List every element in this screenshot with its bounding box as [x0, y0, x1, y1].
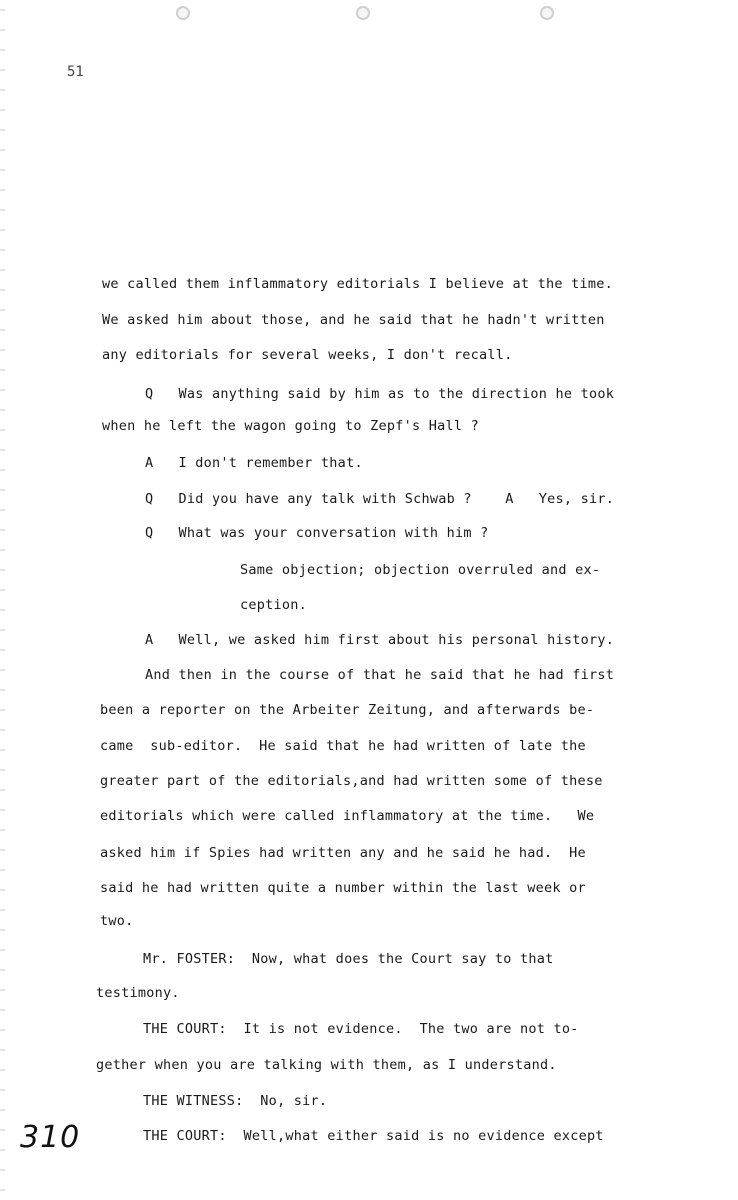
text-line: we called them inflammatory editorials I believe at the time. — [102, 276, 614, 292]
text-line: THE COURT: Well,what either said is no evidence except — [143, 1128, 604, 1144]
text-line: editorials which were called inflammatory at the time. We — [100, 808, 595, 824]
text-line: when he left the wagon going to Zepf's Hall ? — [102, 418, 479, 434]
text-line: A I don't remember that. — [145, 455, 363, 471]
text-line: testimony. — [96, 985, 180, 1001]
text-line: greater part of the editorials,and had written some of these — [100, 773, 603, 789]
text-line: asked him if Spies had written any and he said he had. He — [100, 845, 586, 861]
text-line: Same objection; objection overruled and ex- — [240, 562, 601, 578]
text-line: Q Did you have any talk with Schwab ? A Yes, sir. — [145, 491, 615, 507]
text-line: any editorials for several weeks, I don't recall. — [102, 347, 513, 363]
page-number: 51 — [67, 64, 84, 80]
text-line: We asked him about those, and he said that he hadn't written — [102, 312, 605, 328]
text-line: Q Was anything said by him as to the direction he took — [145, 386, 615, 402]
punch-hole-icon — [540, 6, 554, 20]
text-line: been a reporter on the Arbeiter Zeitung, and afterwards be- — [100, 702, 595, 718]
text-line: Q What was your conversation with him ? — [145, 525, 489, 541]
text-line: A Well, we asked him first about his personal history. — [145, 632, 615, 648]
text-line: gether when you are talking with them, as I understand. — [96, 1057, 557, 1073]
text-line: And then in the course of that he said that he had first — [145, 667, 615, 683]
punch-hole-icon — [176, 6, 190, 20]
text-line: THE COURT: It is not evidence. The two are not to- — [143, 1021, 579, 1037]
text-line: ception. — [240, 597, 308, 613]
text-line: said he had written quite a number within the last week or — [100, 880, 586, 896]
text-line: THE WITNESS: No, sir. — [143, 1093, 328, 1109]
punch-hole-icon — [356, 6, 370, 20]
text-line: Mr. FOSTER: Now, what does the Court say to that — [143, 951, 554, 967]
text-line: two. — [100, 913, 134, 929]
text-line: came sub-editor. He said that he had written of late the — [100, 738, 586, 754]
handwritten-page-number: 310 — [20, 1120, 81, 1155]
page-edge-shadow — [0, 0, 5, 1200]
